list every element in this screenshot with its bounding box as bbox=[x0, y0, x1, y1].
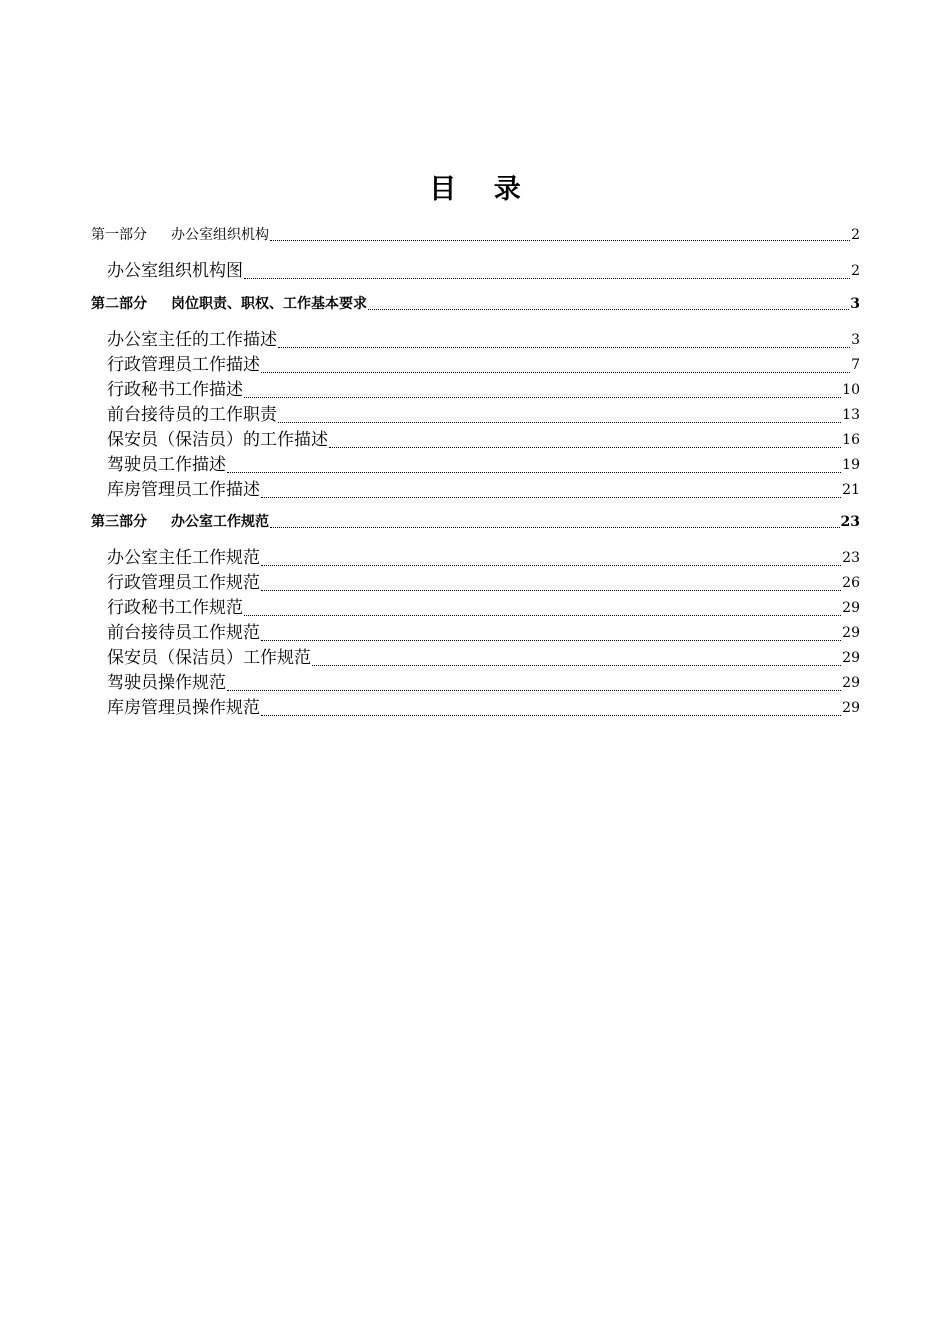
table-of-contents bbox=[91, 0, 860, 1344]
toc-section-title: 办公室主任的工作描述 bbox=[107, 330, 277, 350]
dot-leader bbox=[278, 334, 850, 351]
toc-section-entry[interactable] bbox=[91, 597, 860, 619]
toc-section-entry[interactable] bbox=[91, 404, 860, 426]
dot-leader bbox=[329, 434, 841, 451]
toc-page-number: 23 bbox=[840, 514, 860, 530]
toc-section-entry[interactable] bbox=[91, 454, 860, 476]
toc-section-entry[interactable] bbox=[91, 479, 860, 501]
toc-page-number: 19 bbox=[842, 457, 860, 473]
toc-part-title: 办公室工作规范 bbox=[171, 514, 269, 530]
toc-page-number: 2 bbox=[851, 263, 860, 279]
toc-section-entry[interactable] bbox=[91, 547, 860, 569]
toc-part-entry[interactable] bbox=[91, 513, 860, 531]
toc-section-title: 保安员（保洁员）工作规范 bbox=[107, 648, 311, 668]
toc-page-number: 29 bbox=[842, 675, 860, 691]
dot-leader bbox=[261, 627, 841, 644]
dot-leader bbox=[270, 230, 850, 244]
dot-leader bbox=[261, 552, 841, 569]
toc-page-number: 26 bbox=[842, 575, 860, 591]
toc-section-entry[interactable] bbox=[91, 622, 860, 644]
toc-section-title: 驾驶员工作描述 bbox=[107, 455, 226, 475]
toc-section-entry[interactable] bbox=[91, 572, 860, 594]
dot-leader bbox=[270, 517, 840, 531]
toc-page-number: 10 bbox=[842, 382, 860, 398]
toc-page-number: 3 bbox=[850, 296, 860, 312]
toc-part-title: 办公室组织机构 bbox=[171, 227, 269, 243]
toc-page-number: 29 bbox=[842, 700, 860, 716]
toc-section-entry[interactable] bbox=[91, 647, 860, 669]
toc-page-number: 7 bbox=[851, 357, 860, 373]
toc-part-heading bbox=[91, 226, 269, 244]
toc-part-heading bbox=[91, 513, 269, 531]
dot-leader bbox=[244, 265, 850, 282]
toc-page-number: 16 bbox=[842, 432, 860, 448]
dot-leader bbox=[261, 702, 841, 719]
toc-page-number: 23 bbox=[842, 550, 860, 566]
toc-section-title: 前台接待员的工作职责 bbox=[107, 405, 277, 425]
toc-part-entry[interactable] bbox=[91, 226, 860, 244]
toc-section-title: 办公室组织机构图 bbox=[107, 261, 243, 281]
toc-part-number: 第一部分 bbox=[91, 227, 147, 243]
toc-section-title: 办公室主任工作规范 bbox=[107, 548, 260, 568]
toc-part-entry[interactable] bbox=[91, 295, 860, 313]
toc-page-number: 29 bbox=[842, 650, 860, 666]
dot-leader bbox=[244, 384, 841, 401]
toc-section-title: 驾驶员操作规范 bbox=[107, 673, 226, 693]
toc-title: 目 录 bbox=[429, 174, 535, 205]
dot-leader bbox=[312, 652, 841, 669]
dot-leader bbox=[244, 602, 841, 619]
toc-section-title: 前台接待员工作规范 bbox=[107, 623, 260, 643]
toc-section-title: 库房管理员工作描述 bbox=[107, 480, 260, 500]
toc-section-title: 库房管理员操作规范 bbox=[107, 698, 260, 718]
dot-leader bbox=[368, 299, 849, 313]
toc-part-number: 第二部分 bbox=[91, 296, 147, 312]
dot-leader bbox=[261, 484, 841, 501]
toc-section-title: 行政管理员工作描述 bbox=[107, 355, 260, 375]
toc-section-title: 保安员（保洁员）的工作描述 bbox=[107, 430, 328, 450]
toc-page-number: 21 bbox=[842, 482, 860, 498]
toc-section-entry[interactable] bbox=[91, 379, 860, 401]
toc-part-heading bbox=[91, 295, 367, 313]
toc-section-title: 行政秘书工作描述 bbox=[107, 380, 243, 400]
dot-leader bbox=[278, 409, 841, 426]
toc-section-entry[interactable] bbox=[91, 697, 860, 719]
toc-part-title: 岗位职责、职权、工作基本要求 bbox=[171, 296, 367, 312]
toc-page-number: 3 bbox=[851, 332, 860, 348]
toc-section-entry[interactable] bbox=[91, 354, 860, 376]
dot-leader bbox=[261, 577, 841, 594]
toc-page-number: 29 bbox=[842, 600, 860, 616]
toc-page-number: 29 bbox=[842, 625, 860, 641]
toc-page-number: 13 bbox=[842, 407, 860, 423]
dot-leader bbox=[227, 459, 841, 476]
toc-section-title: 行政管理员工作规范 bbox=[107, 573, 260, 593]
toc-section-entry[interactable] bbox=[91, 329, 860, 351]
toc-part-number: 第三部分 bbox=[91, 514, 147, 530]
dot-leader bbox=[227, 677, 841, 694]
dot-leader bbox=[261, 359, 850, 376]
toc-section-entry[interactable] bbox=[91, 672, 860, 694]
toc-section-entry[interactable] bbox=[91, 260, 860, 282]
toc-page-number: 2 bbox=[851, 227, 860, 243]
toc-section-title: 行政秘书工作规范 bbox=[107, 598, 243, 618]
toc-section-entry[interactable] bbox=[91, 429, 860, 451]
